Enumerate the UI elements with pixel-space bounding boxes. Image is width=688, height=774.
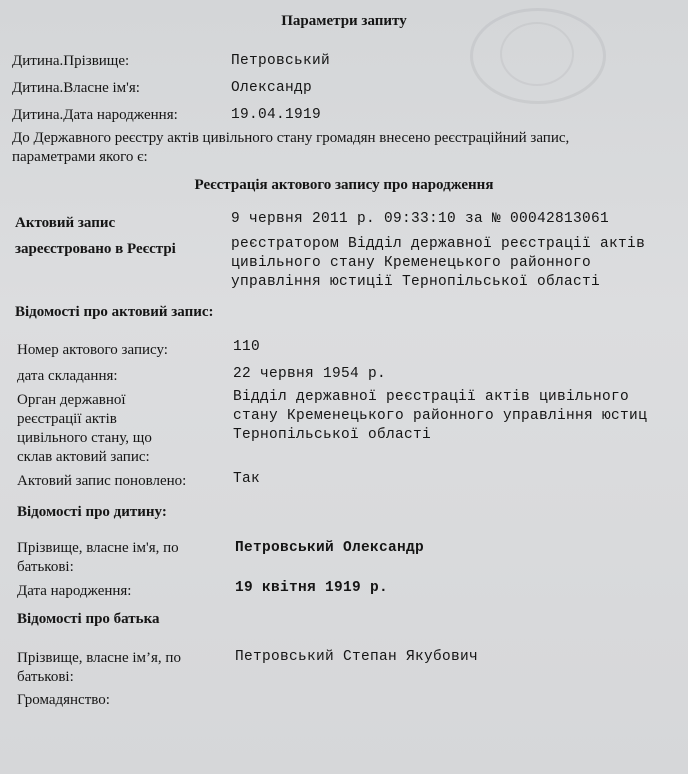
param-value-firstname: Олександр [231,80,313,96]
param-value-surname: Петровський [231,53,331,69]
record-number-value: 110 [233,339,261,355]
organ-value [233,388,647,445]
organ-value-line-2: стану Кременецького районного управління юстиц [233,408,648,424]
father-name-label-line-1: Прізвище, власне ім’я, по [17,650,181,666]
citizenship-label: Громадянство: [17,692,110,708]
child-name-value: Петровський Олександр [235,540,425,556]
record-heading: Реєстрація актового запису про народження [194,177,494,193]
intro-line-2: параметрами якого є: [12,149,148,165]
child-name-label [17,539,179,577]
father-name-label [17,649,181,687]
organ-label-line-3: цивільного стану, що [17,430,152,446]
child-birth-value: 19 квітня 1919 р. [235,580,389,596]
organ-label-line-1: Орган державної [17,392,126,408]
renewed-label: Актовий запис поновлено: [17,473,187,489]
record-value-line-2: реєстратором Відділ державної реєстрації актів [231,236,646,252]
organ-value-line-1: Відділ державної реєстрації актів цивільного [233,389,630,405]
intro-text [12,129,569,167]
record-label-2: зареєстровано в Реєстрі [15,241,176,257]
record-value-line-4: управління юстиції Тернопільської області [231,274,601,290]
renewed-value: Так [233,471,261,487]
record-label-1: Актовий запис [15,215,116,231]
child-name-label-line-2: батькові: [17,559,74,575]
father-name-label-line-2: батькові: [17,669,74,685]
record-number-label: Номер актового запису: [17,342,168,358]
father-heading: Відомості про батька [17,611,160,627]
param-label-birthdate: Дитина.Дата народження: [12,107,178,123]
organ-label-line-2: реєстрації актів [17,411,117,427]
child-heading: Відомості про дитину: [17,504,167,520]
child-name-label-line-1: Прізвище, власне ім'я, по [17,540,179,556]
param-label-surname: Дитина.Прізвище: [12,53,130,69]
organ-value-line-3: Тернопільської області [233,427,432,443]
record-value-line-1: 9 червня 2011 р. 09:33:10 за № 00042813061 [231,211,610,227]
child-birth-label: Дата народження: [17,583,132,599]
father-name-value: Петровський Степан Якубович [235,649,479,665]
organ-label-line-4: склав актовий запис: [17,449,150,465]
record-date-value: 22 червня 1954 р. [233,366,387,382]
record-info-heading: Відомості про актовий запис: [15,304,214,320]
record-date-label: дата складання: [17,368,118,384]
param-label-firstname: Дитина.Власне ім'я: [12,80,140,96]
record-value [231,210,645,292]
record-value-line-3: цивільного стану Кременецького районного [231,255,592,271]
organ-label [17,391,152,467]
page-title: Параметри запиту [281,13,407,29]
stamp-watermark-inner [500,22,574,86]
intro-line-1: До Державного реєстру актів цивільного стану громадян внесено реєстраційний запис, [12,130,570,146]
param-value-birthdate: 19.04.1919 [231,107,322,123]
